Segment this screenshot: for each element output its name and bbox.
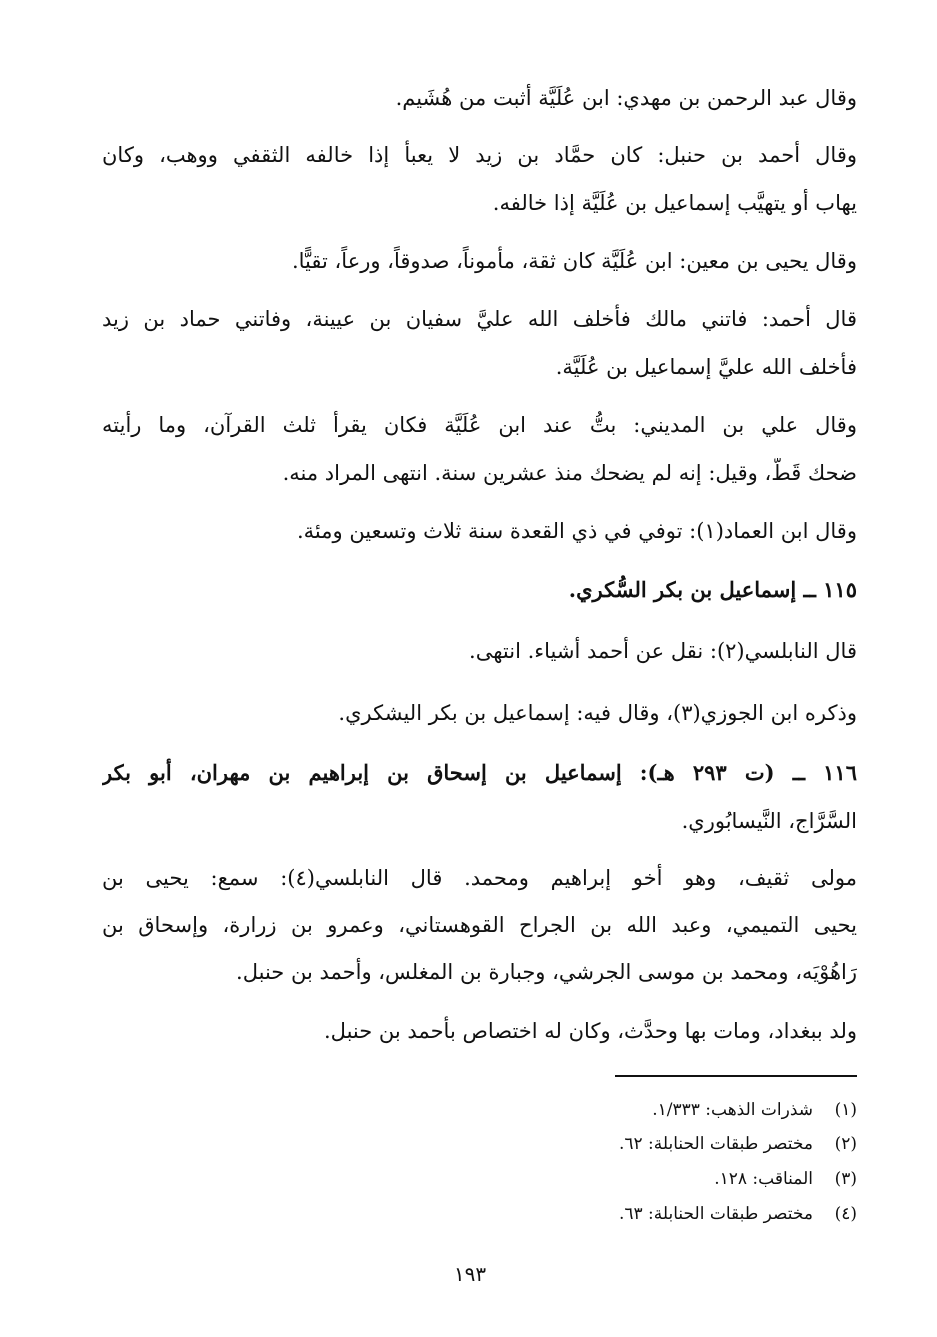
entry-heading: ١١٥ ــ إسماعيل بن بكر السُّكري. bbox=[568, 577, 857, 602]
text-line: ضحك قَطُّ، وقيل: إنه لم يضحك منذ عشرين سنة. انتهى المراد منه. bbox=[282, 461, 857, 485]
footnote-separator bbox=[615, 1075, 857, 1077]
footnote-number: (٣) bbox=[834, 1169, 857, 1189]
text-line: وقال يحيى بن معين: ابن عُلَيَّة كان ثقة، مأموناً، صدوقاً، ورعاً، تقيًّا. bbox=[291, 249, 857, 273]
footnote bbox=[457, 1166, 857, 1192]
text-line: يهاب أو يتهيَّب إسماعيل بن عُلَيَّة إذا خالفه. bbox=[492, 191, 857, 215]
footnote bbox=[457, 1131, 857, 1157]
text-line: يحيى التميمي، وعبد الله بن الجراح القوهستاني، وعمرو بن زرارة، وإسحاق بن bbox=[102, 913, 857, 937]
footnote-text: المناقب: ١٢٨. bbox=[714, 1169, 813, 1189]
footnote-text: مختصر طبقات الحنابلة: ٦٢. bbox=[618, 1134, 813, 1154]
footnote-text: مختصر طبقات الحنابلة: ٦٣. bbox=[618, 1204, 813, 1224]
text-line: وقال علي بن المديني: بتُّ عند ابن عُلَيَّة فكان يقرأ ثلث القرآن، وما رأيته bbox=[102, 413, 857, 437]
footnote-number: (٢) bbox=[834, 1134, 857, 1154]
text-line: قال النابلسي(٢): نقل عن أحمد أشياء. انتهى. bbox=[469, 639, 857, 663]
text-line: السَّرَّاج، النَّيسابُوري. bbox=[681, 809, 857, 833]
text-line: وقال ابن العماد(١): توفي في ذي القعدة سنة ثلاث وتسعين ومئة. bbox=[296, 519, 857, 543]
page-number: ١٩٣ bbox=[453, 1262, 487, 1286]
text-line: مولى ثقيف، وهو أخو إبراهيم ومحمد. قال النابلسي(٤): سمع: يحيى بن bbox=[102, 866, 857, 890]
footnote-number: (١) bbox=[834, 1100, 857, 1120]
footnote bbox=[457, 1201, 857, 1227]
text-line: قال أحمد: فاتني مالك فأخلف الله عليَّ سفيان بن عيينة، وفاتني حماد بن زيد bbox=[102, 307, 857, 331]
text-line: رَاهُوْيَه، ومحمد بن موسى الجرشي، وجبارة بن المغلس، وأحمد بن حنبل. bbox=[236, 960, 857, 984]
text-line: وقال أحمد بن حنبل: كان حمَّاد بن زيد لا يعبأ إذا خالفه الثقفي ووهب، وكان bbox=[102, 143, 857, 167]
footnote-text: شذرات الذهب: ١/٣٣٣. bbox=[652, 1100, 813, 1120]
text-line: ولد ببغداد، ومات بها وحدَّث، وكان له اختصاص بأحمد بن حنبل. bbox=[323, 1019, 857, 1043]
footnote bbox=[457, 1097, 857, 1123]
text-line: وذكره ابن الجوزي(٣)، وقال فيه: إسماعيل بن بكر اليشكري. bbox=[338, 701, 857, 725]
footnote-number: (٤) bbox=[834, 1204, 857, 1224]
text-line: فأخلف الله عليَّ إسماعيل بن عُلَيَّة. bbox=[555, 355, 857, 379]
entry-heading: ١١٦ ــ (ت ٢٩٣ هـ): إسماعيل بن إسحاق بن إبراهيم بن مهران، أبو بكر bbox=[102, 760, 857, 785]
text-line: وقال عبد الرحمن بن مهدي: ابن عُلَيَّة أثبت من هُشَيم. bbox=[395, 86, 857, 110]
